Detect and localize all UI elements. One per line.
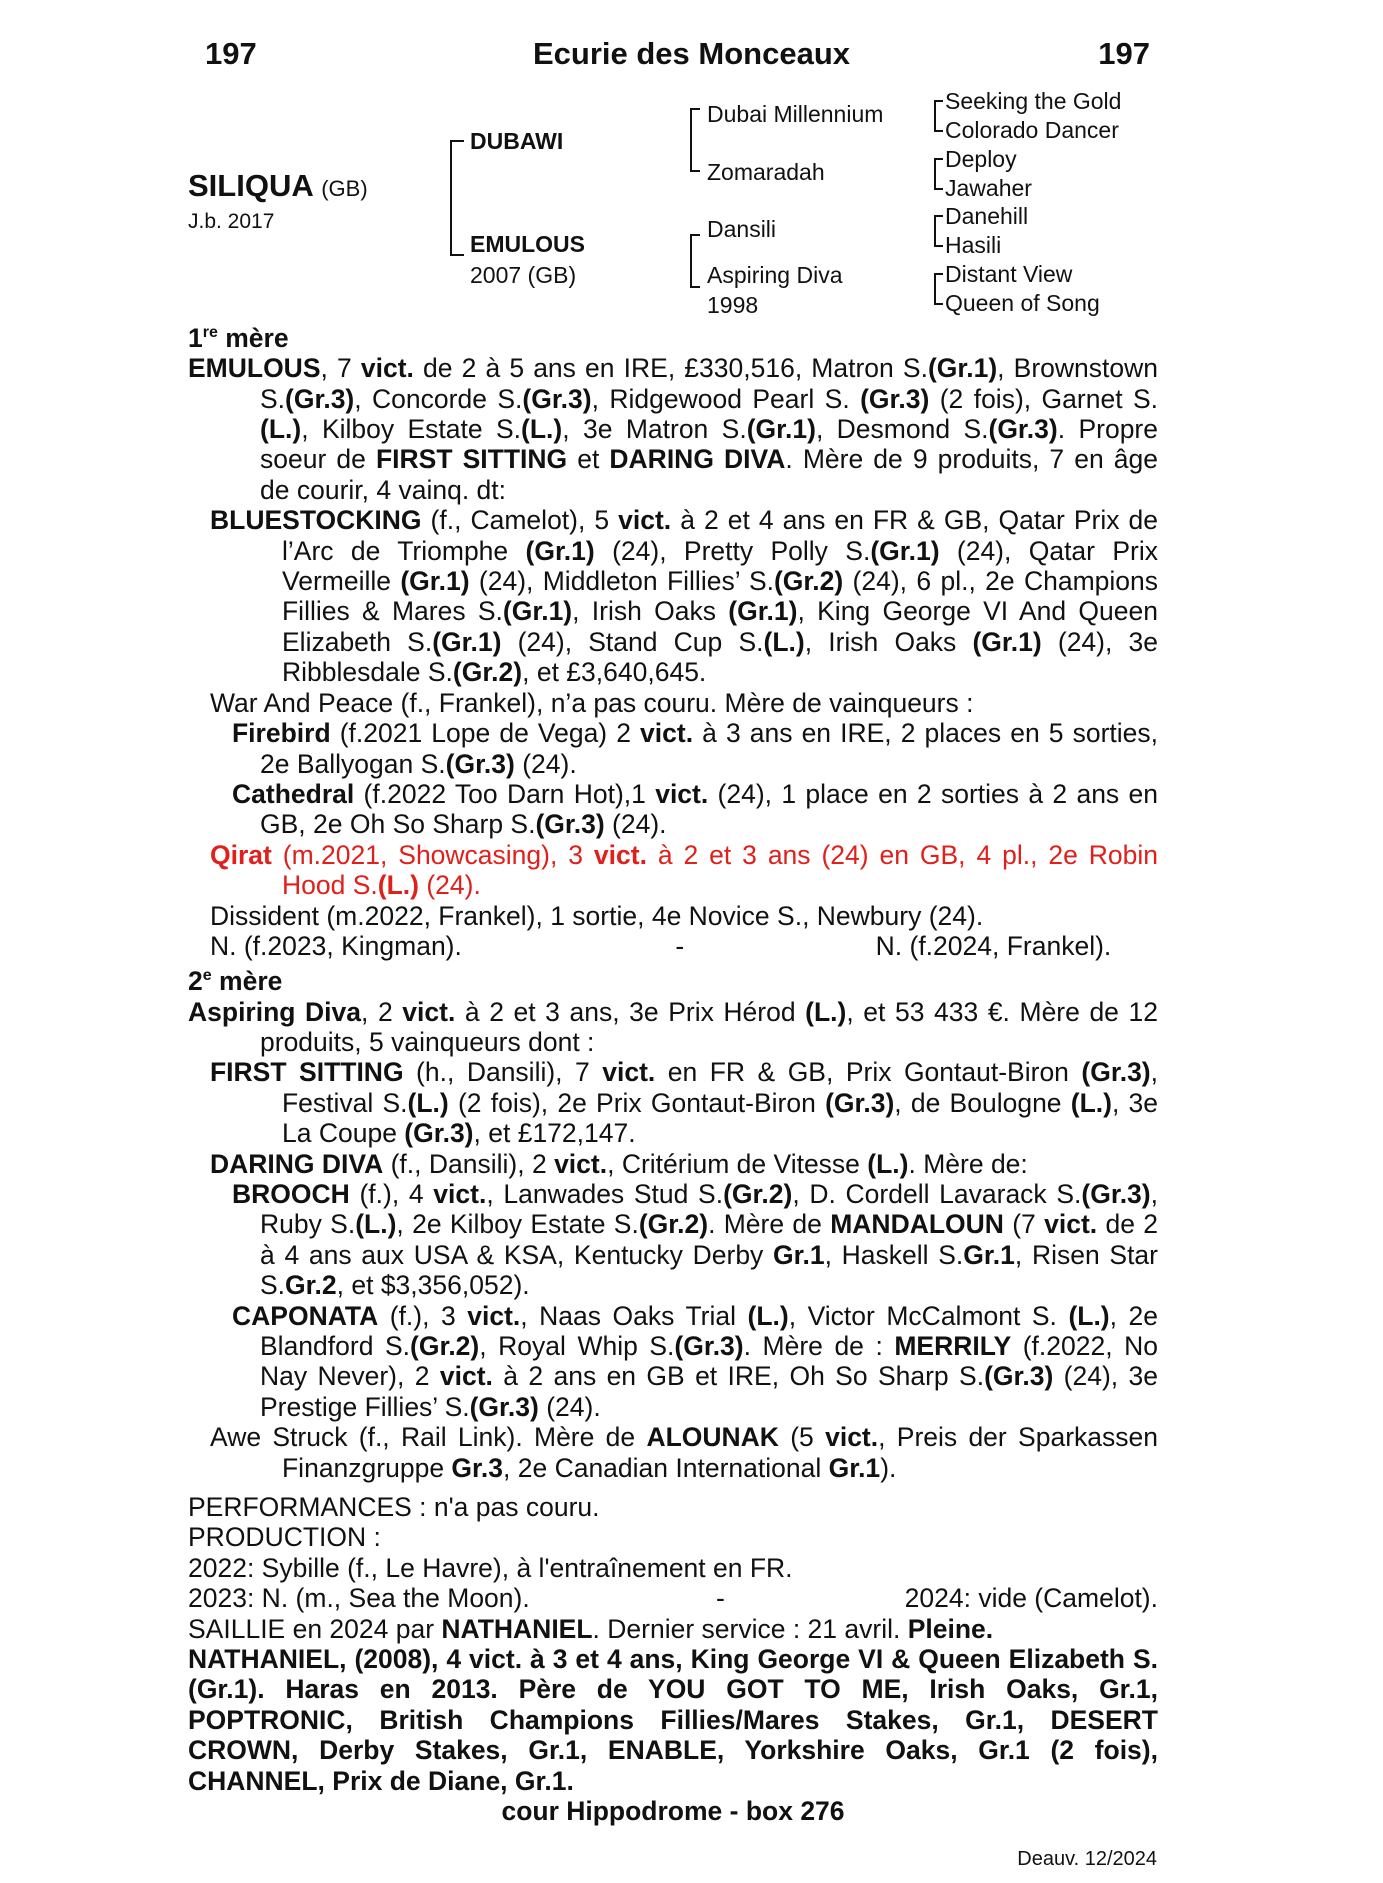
sire-dam: Zomaradah (707, 159, 825, 185)
production-2022: 2022: Sybille (f., Le Havre), à l'entraînement en FR. (188, 1552, 793, 1583)
horse-sex-year: J.b. 2017 (188, 210, 275, 233)
lot-number-right: 197 (1098, 36, 1150, 71)
first-dam-heading: 1re mère (188, 322, 289, 353)
lot-number-left: 197 (205, 36, 257, 71)
first-dam-paragraph: EMULOUS, 7 vict. de 2 à 5 ans en IRE, £330,516, Matron S.(Gr.1), Brownstown S.(Gr.3), Concorde S.(Gr.3), Ridgewood Pearl S. (Gr.3) (2 fois), Garnet S.(L.), Kilboy Estate S.(L.), 3e Matron S.(Gr.1), Desmond S.(Gr.3). Propre soeur de FIRST SITTING et DARING DIVA. Mère de 9 produits, 7 en âge de courir, 4 vainq. dt: (188, 353, 1159, 505)
g3-6: Hasili (945, 232, 1002, 258)
dam-dam: Aspiring Diva (707, 262, 843, 288)
g3-8: Queen of Song (945, 290, 1100, 316)
sire-name: DUBAWI (470, 128, 564, 154)
location-box: cour Hippodrome - box 276 (501, 1796, 845, 1827)
dam-info: 2007 (GB) (470, 262, 577, 288)
dam-sire: Dansili (707, 216, 777, 242)
g3-1: Seeking the Gold (945, 88, 1122, 114)
g3-7: Distant View (945, 261, 1073, 287)
page-reference: Deauv. 12/2024 (1017, 1848, 1157, 1870)
second-dam-heading: 2e mère (188, 966, 283, 997)
g3-4: Jawaher (945, 175, 1032, 201)
second-dam-paragraph: Aspiring Diva, 2 vict. à 2 et 3 ans, 3e Prix Hérod (L.), et 53 433 €. Mère de 12 produits, 5 vainqueurs dont : (188, 996, 1158, 1057)
performances: PERFORMANCES : n'a pas couru. (188, 1492, 600, 1522)
covering-line: SAILLIE en 2024 par NATHANIEL. Dernier service : 21 avril. Pleine. (188, 1613, 994, 1644)
horse-name: SILIQUA (GB) (188, 168, 368, 203)
production-2023-2024: 2023: N. (m., Sea the Moon). - 2024: vide (Camelot). (188, 1583, 1158, 1614)
stallion-paragraph: NATHANIEL, (2008), 4 vict. à 3 et 4 ans, King George VI & Queen Elizabeth S. (Gr.1). Haras en 2013. Père de YOU GOT TO ME, Irish Oaks, Gr.1, POPTRONIC, British Champions Fillies/Mares Stakes, Gr.1, DESERT CROWN, Derby Stakes, Gr.1, ENABLE, Yorkshire Oaks, Gr.1 (2 fois), CHANNEL, Prix de Diane, Gr.1. (188, 1644, 1158, 1796)
sire-sire: Dubai Millennium (707, 101, 884, 127)
dam-name: EMULOUS (470, 231, 585, 257)
horse-country: (GB) (321, 176, 368, 201)
produce-bluestocking: BLUESTOCKING (f., Camelot), 5 vict. à 2 et 4 ans en FR & GB, Qatar Prix de l’Arc de Triomphe (Gr.1) (24), Pretty Polly S.(Gr.1) (24), Qatar Prix Vermeille (Gr.1) (24), Middleton Fillies’ S.(Gr.2) (24), 6 pl., 2e Champions Fillies & Mares S.(Gr.1), Irish Oaks (Gr.1), King George VI And Queen Elizabeth S.(Gr.1) (24), Stand Cup S.(L.), Irish Oaks (Gr.1) (24), 3e Ribblesdale S.(Gr.2), et £3,640,645. War And Peace (f., Frankel), n’a pas couru. Mère de vainqueurs : Firebird (f.2021 Lope de Vega) 2 vict. à 3 ans en IRE, 2 places en 5 sorties, 2e Ballyogan S.(Gr.3) (24). Cathedral (f.2022 Too Darn Hot),1 vict. (24), 1 place en 2 sorties à 2 ans en GB, 2e Oh So Sharp S.(Gr.3) (24). Qirat (m.2021, Showcasing), 3 vict. à 2 et 3 ans (24) en GB, 4 pl., 2e Robin Hood S.(L.) (24). Dissident (m.2022, Frankel), 1 sortie, 4e Novice S., Newbury (24). N. (f.2023, Kingman). - N. (f.2024, Frankel). (210, 505, 1158, 961)
g3-2: Colorado Dancer (945, 117, 1119, 143)
g3-3: Deploy (945, 146, 1017, 172)
catalogue-body (188, 318, 1158, 1483)
production-heading: PRODUCTION : (188, 1522, 381, 1553)
dam-dam-year: 1998 (707, 292, 759, 318)
produce-second-dam: FIRST SITTING (h., Dansili), 7 vict. en FR & GB, Prix Gontaut-Biron (Gr.3), Festival S.(L.) (2 fois), 2e Prix Gontaut-Biron (Gr.3), de Boulogne (L.), 3e La Coupe (Gr.3), et £172,147. DARING DIVA (f., Dansili), 2 vict., Critérium de Vitesse (L.). Mère de: BROOCH (f.), 4 vict., Lanwades Stud S.(Gr.2), D. Cordell Lavarack S.(Gr.3), Ruby S.(L.), 2e Kilboy Estate S.(Gr.2). Mère de MANDALOUN (7 vict. de 2 à 4 ans aux USA & KSA, Kentucky Derby Gr.1, Haskell S.Gr.1, Risen Star S.Gr.2, et $3,356,052). CAPONATA (f.), 3 vict., Naas Oaks Trial (L.), Victor McCalmont S. (L.), 2e Blandford S.(Gr.2), Royal Whip S.(Gr.3). Mère de : MERRILY (f.2022, No Nay Never), 2 vict. à 2 ans en GB et IRE, Oh So Sharp S.(Gr.3) (24), 3e Prestige Fillies’ S.(Gr.3) (24). Awe Struck (f., Rail Link). Mère de ALOUNAK (5 vict., Preis der Sparkassen Finanzgruppe Gr.3, 2e Canadian International Gr.1). (210, 1057, 1159, 1483)
footer-block (188, 1492, 1158, 1826)
g3-5: Danehill (945, 203, 1029, 229)
consignor-title: Ecurie des Monceaux (532, 36, 850, 71)
